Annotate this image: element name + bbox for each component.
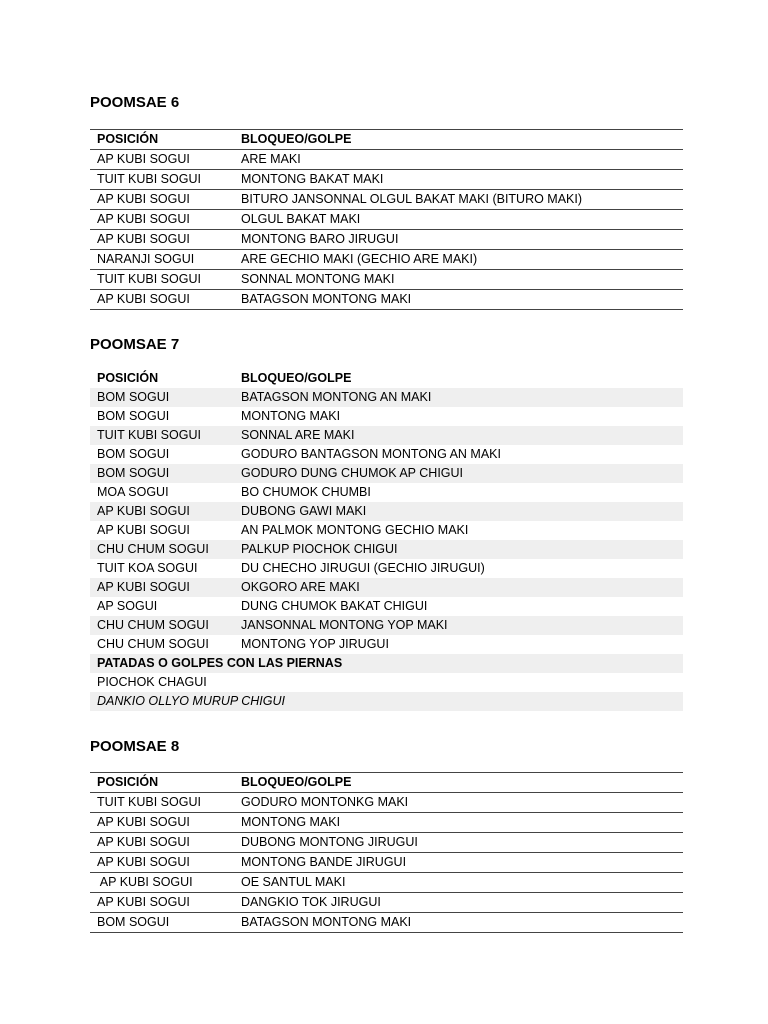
table-row: [90, 190, 683, 210]
table-row: [90, 521, 683, 540]
kick-cell: PIOCHOK CHAGUI: [97, 675, 207, 689]
table-row: [90, 210, 683, 230]
poomsae-7-section: [90, 336, 683, 711]
technique-cell: DU CHECHO JIRUGUI (GECHIO JIRUGUI): [241, 561, 485, 575]
section-title: POOMSAE 8: [90, 738, 180, 755]
poomsae-6-table: [90, 129, 683, 310]
technique-cell: MONTONG MAKI: [234, 813, 683, 833]
position-cell: AP KUBI SOGUI: [90, 230, 234, 250]
table-header-row: [90, 369, 683, 388]
table-row: [90, 813, 683, 833]
column-header-position: POSICIÓN: [90, 130, 234, 150]
table-row: [90, 913, 683, 933]
table-header-row: [90, 130, 683, 150]
column-header-technique: BLOQUEO/GOLPE: [234, 773, 683, 793]
technique-cell: BATAGSON MONTONG MAKI: [234, 913, 683, 933]
position-cell: BOM SOGUI: [90, 464, 234, 483]
table-row: [90, 616, 683, 635]
position-cell: AP KUBI SOGUI: [90, 190, 234, 210]
technique-cell: DUNG CHUMOK BAKAT CHIGUI: [241, 599, 428, 613]
table-row: [90, 893, 683, 913]
position-cell: AP KUBI SOGUI: [90, 893, 234, 913]
position-cell: TUIT KOA SOGUI: [97, 561, 198, 575]
table-row: [90, 502, 683, 521]
table-row: [90, 407, 683, 426]
position-cell: AP KUBI SOGUI: [90, 833, 234, 853]
technique-cell: PALKUP PIOCHOK CHIGUI: [234, 540, 683, 559]
table-row: [90, 635, 683, 654]
position-cell: AP SOGUI: [97, 599, 158, 613]
position-cell: MOA SOGUI: [97, 485, 169, 499]
poomsae-6-section: [90, 94, 683, 310]
table-row: [90, 673, 683, 692]
technique-cell: BITURO JANSONNAL OLGUL BAKAT MAKI (BITURO MAKI): [234, 190, 683, 210]
technique-cell: DUBONG GAWI MAKI: [234, 502, 683, 521]
position-cell: AP KUBI SOGUI: [90, 813, 234, 833]
technique-cell: MONTONG YOP JIRUGUI: [241, 637, 389, 651]
position-cell: TUIT KUBI SOGUI: [90, 426, 234, 445]
technique-cell: ARE GECHIO MAKI (GECHIO ARE MAKI): [234, 250, 683, 270]
table-row: [90, 170, 683, 190]
table-row: [90, 270, 683, 290]
position-cell: AP KUBI SOGUI: [90, 210, 234, 230]
table-row: [90, 692, 683, 711]
table-row: [90, 290, 683, 310]
technique-cell: SONNAL MONTONG MAKI: [234, 270, 683, 290]
position-cell: TUIT KUBI SOGUI: [90, 793, 234, 813]
position-cell: NARANJI SOGUI: [90, 250, 234, 270]
technique-cell: AN PALMOK MONTONG GECHIO MAKI: [241, 523, 469, 537]
technique-cell: OLGUL BAKAT MAKI: [234, 210, 683, 230]
technique-cell: ARE MAKI: [234, 150, 683, 170]
position-cell: TUIT KUBI SOGUI: [90, 170, 234, 190]
position-cell: AP KUBI SOGUI: [90, 502, 234, 521]
technique-cell: MONTONG MAKI: [241, 409, 341, 423]
technique-cell: OE SANTUL MAKI: [234, 873, 683, 893]
position-cell: AP KUBI SOGUI: [90, 873, 234, 893]
table-row: [90, 559, 683, 578]
technique-cell: BATAGSON MONTONG MAKI: [234, 290, 683, 310]
technique-cell: JANSONNAL MONTONG YOP MAKI: [234, 616, 683, 635]
table-row: [90, 250, 683, 270]
poomsae-8-table: [90, 772, 683, 933]
position-cell: CHU CHUM SOGUI: [90, 616, 234, 635]
technique-cell: BATAGSON MONTONG AN MAKI: [234, 388, 683, 407]
technique-cell: DANGKIO TOK JIRUGUI: [234, 893, 683, 913]
table-row: [90, 833, 683, 853]
table-row: [90, 150, 683, 170]
technique-cell: GODURO DUNG CHUMOK AP CHIGUI: [234, 464, 683, 483]
table-row: [90, 230, 683, 250]
column-header-technique: BLOQUEO/GOLPE: [241, 371, 352, 385]
position-cell: AP KUBI SOGUI: [90, 150, 234, 170]
kicks-heading: PATADAS O GOLPES CON LAS PIERNAS: [90, 654, 683, 673]
position-cell: AP KUBI SOGUI: [97, 523, 190, 537]
section-title: POOMSAE 7: [90, 336, 180, 353]
technique-cell: BO CHUMOK CHUMBI: [241, 485, 371, 499]
table-row: [90, 597, 683, 616]
column-header-position: POSICIÓN: [97, 371, 159, 385]
position-cell: AP KUBI SOGUI: [90, 290, 234, 310]
position-cell: BOM SOGUI: [90, 913, 234, 933]
position-cell: AP KUBI SOGUI: [90, 578, 234, 597]
poomsae-7-table: [90, 369, 683, 711]
technique-cell: MONTONG BAKAT MAKI: [234, 170, 683, 190]
technique-cell: GODURO BANTAGSON MONTONG AN MAKI: [241, 447, 501, 461]
table-row: [90, 793, 683, 813]
kicks-heading-row: [90, 654, 683, 673]
position-cell: BOM SOGUI: [97, 409, 170, 423]
position-cell: BOM SOGUI: [90, 388, 234, 407]
table-row: [90, 853, 683, 873]
kick-cell: DANKIO OLLYO MURUP CHIGUI: [90, 692, 683, 711]
table-header-row: [90, 773, 683, 793]
technique-cell: GODURO MONTONKG MAKI: [234, 793, 683, 813]
table-row: [90, 445, 683, 464]
technique-cell: OKGORO ARE MAKI: [234, 578, 683, 597]
position-cell: CHU CHUM SOGUI: [97, 637, 209, 651]
table-row: [90, 578, 683, 597]
section-title: POOMSAE 6: [90, 94, 180, 111]
position-cell: BOM SOGUI: [97, 447, 170, 461]
technique-cell: DUBONG MONTONG JIRUGUI: [234, 833, 683, 853]
technique-cell: MONTONG BANDE JIRUGUI: [234, 853, 683, 873]
technique-cell: MONTONG BARO JIRUGUI: [234, 230, 683, 250]
position-cell: TUIT KUBI SOGUI: [90, 270, 234, 290]
technique-cell: SONNAL ARE MAKI: [234, 426, 683, 445]
table-row: [90, 464, 683, 483]
table-row: [90, 388, 683, 407]
column-header-technique: BLOQUEO/GOLPE: [234, 130, 683, 150]
position-cell: AP KUBI SOGUI: [90, 853, 234, 873]
table-row: [90, 873, 683, 893]
poomsae-8-section: [90, 738, 683, 933]
position-cell: CHU CHUM SOGUI: [90, 540, 234, 559]
column-header-position: POSICIÓN: [90, 773, 234, 793]
table-row: [90, 483, 683, 502]
table-row: [90, 540, 683, 559]
table-row: [90, 426, 683, 445]
